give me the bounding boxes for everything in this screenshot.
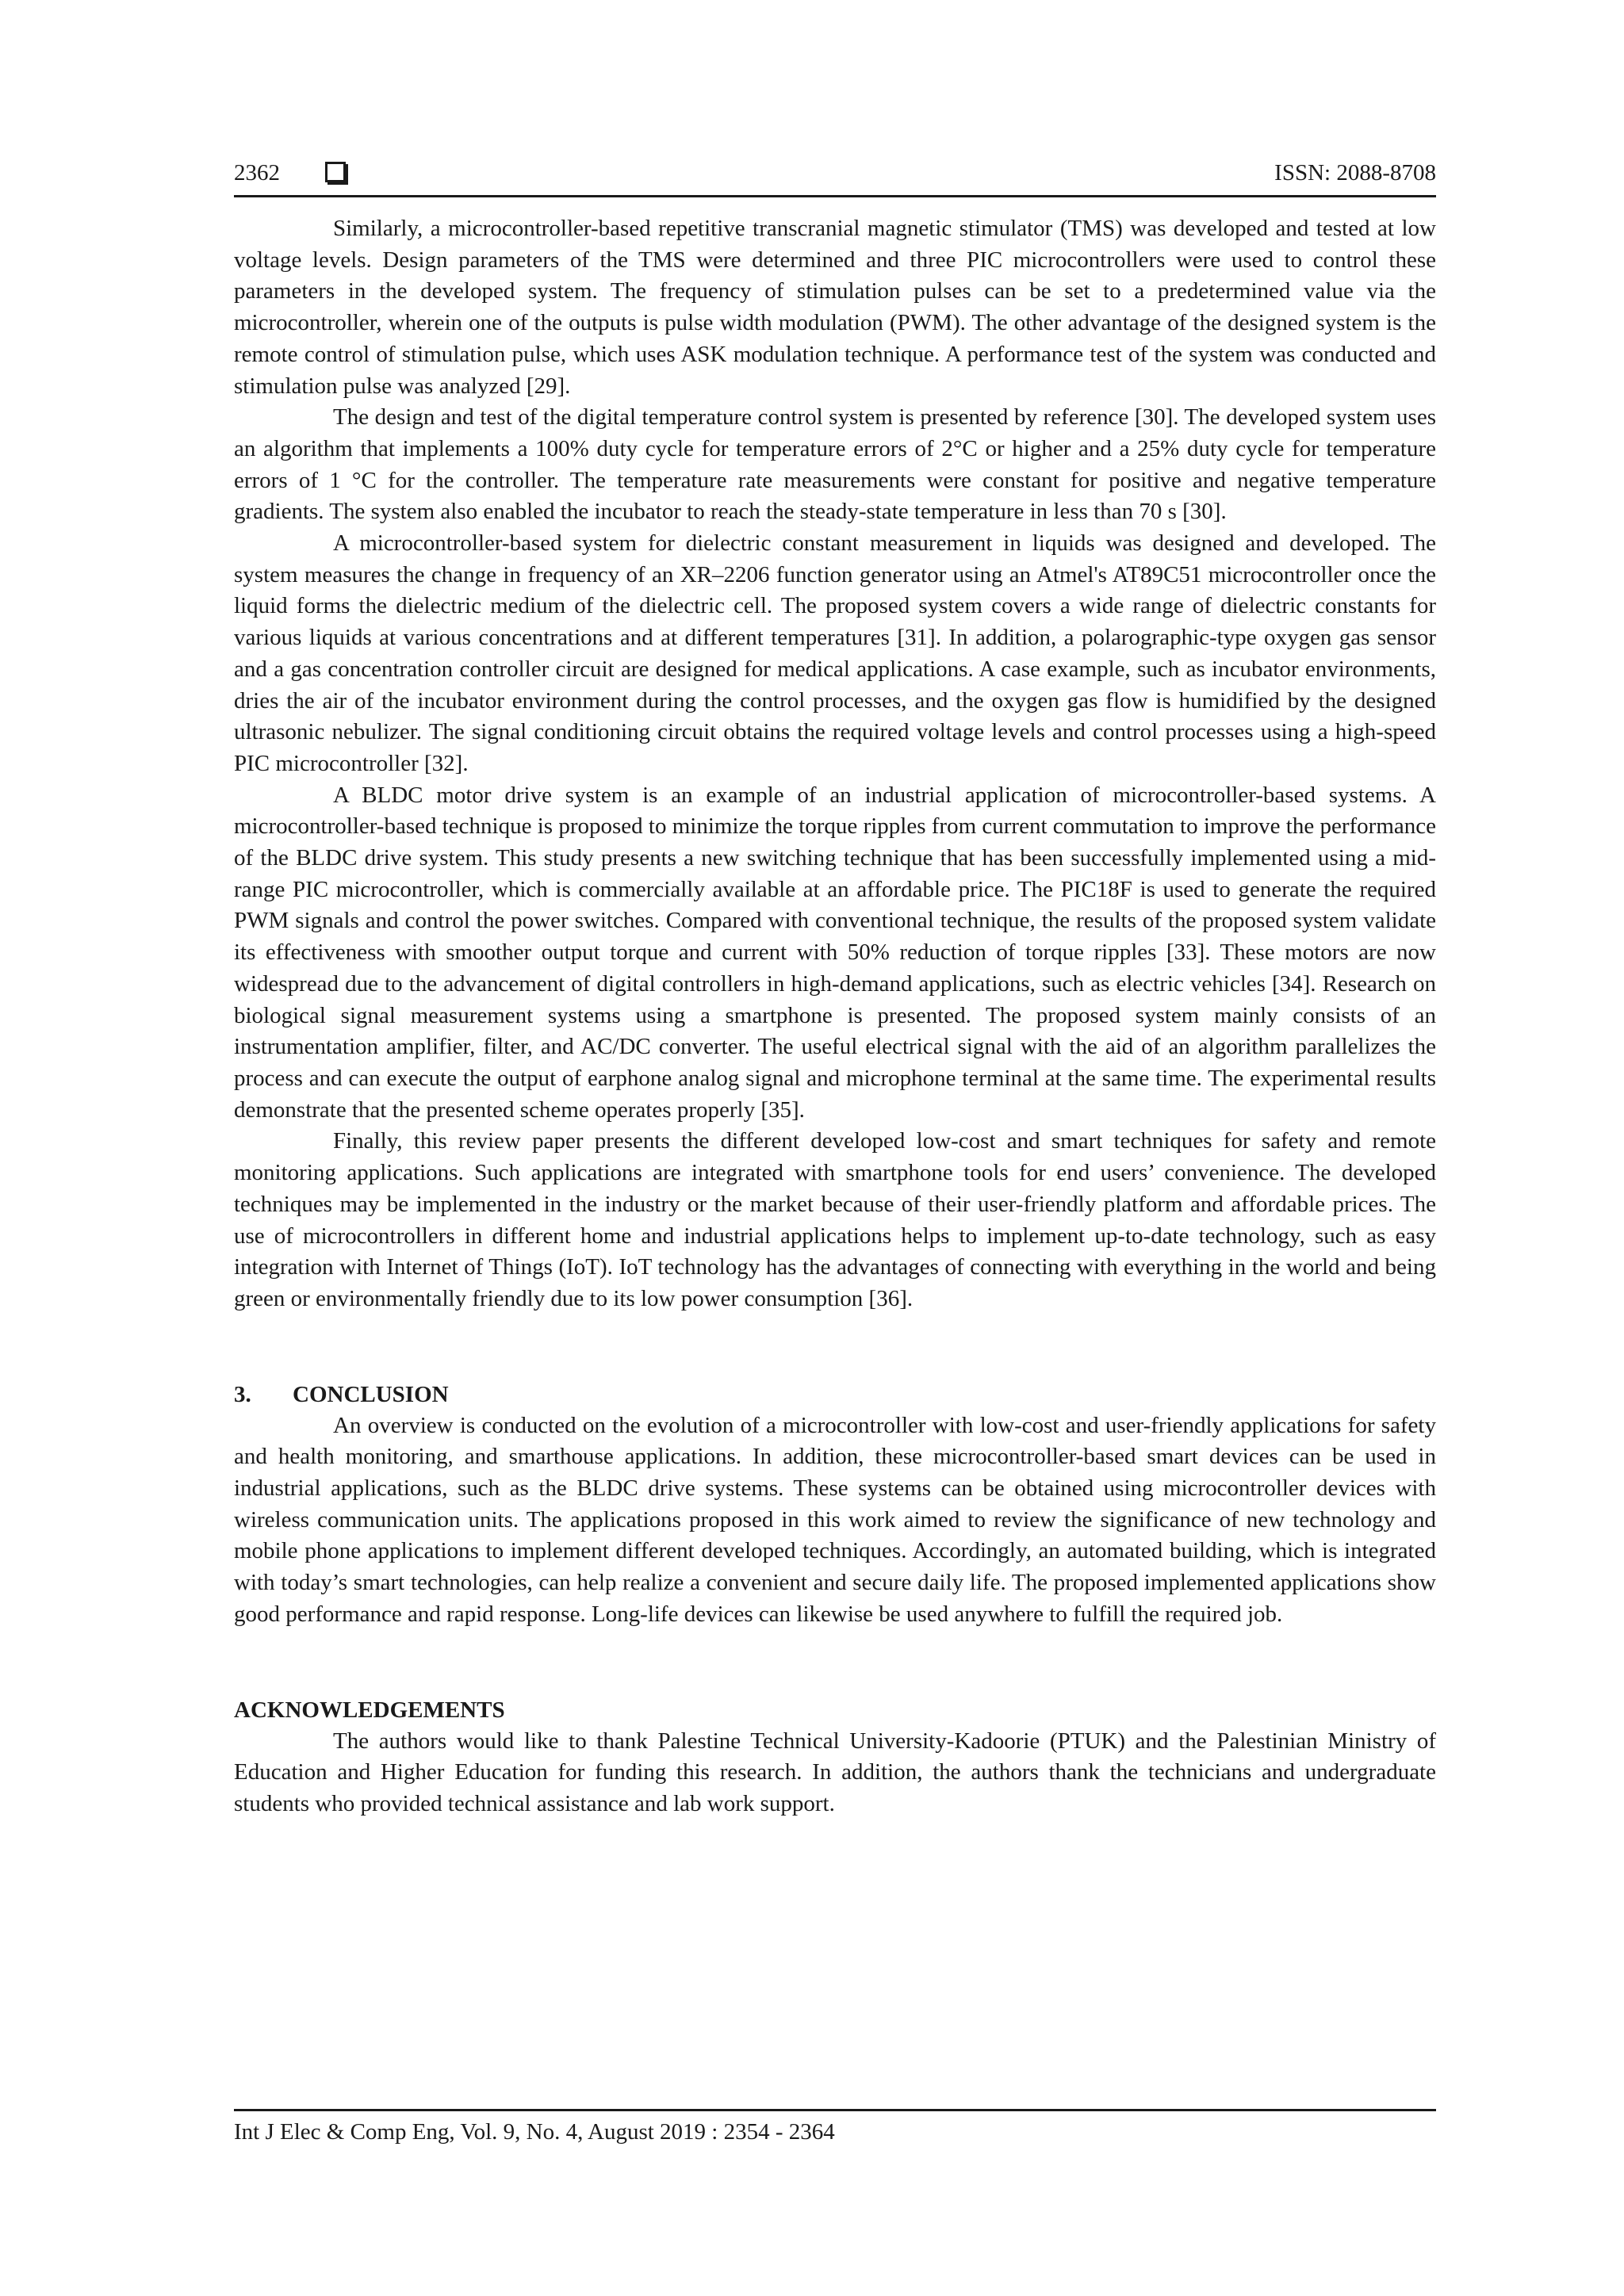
square-bullet-icon: [325, 162, 346, 182]
section-heading-conclusion: [234, 1379, 1436, 1410]
section-title: CONCLUSION: [293, 1381, 449, 1407]
issn-label: ISSN: 2088-8708: [1274, 160, 1436, 186]
acknowledgements-heading: ACKNOWLEDGEMENTS: [234, 1697, 505, 1723]
acknowledgements-paragraph: The authors would like to thank Palestine Technical University-Kadoorie (PTUK) and the Palestinian Ministry of Education and Higher Education for funding this research. In addition, the authors thank the technicians and undergraduate students who provided technical assistance and lab work support.: [234, 1728, 1436, 1816]
page: [234, 151, 1436, 2275]
section-number: 3.: [234, 1381, 251, 1407]
page-number: 2362: [234, 160, 280, 186]
paragraph: Finally, this review paper presents the different developed low-cost and smart techniques for safety and remote monitoring applications. Such applications are integrated with smartphone tools for end users’ convenience. The developed techniques may be implemented in the industry or the market because of their user-friendly platform and affordable prices. The use of microcontrollers in different home and industrial applications helps to implement up-to-date technology, such as easy integration with Internet of Things (IoT). IoT technology has the advantages of connecting with everything in the world and being green or environmentally friendly due to its low power consumption [36].: [234, 1128, 1436, 1311]
conclusion-paragraph: An overview is conducted on the evolution of a microcontroller with low-cost and user-friendly applications for safety and health monitoring, and smarthouse applications. In addition, these microcontroller-based smart devices can be used in industrial applications, such as the BLDC drive systems. These systems can be obtained using microcontroller devices with wireless communication units. The applications proposed in this work aimed to review the significance of new technology and mobile phone applications to implement different developed techniques. Accordingly, an automated building, which is integrated with today’s smart technologies, can help realize a convenient and secure daily life. The proposed implemented applications show good performance and rapid response. Long-life devices can likewise be used anywhere to fulfill the required job.: [234, 1412, 1436, 1627]
paragraph: The design and test of the digital temperature control system is presented by reference [30]. The developed system uses an algorithm that implements a 100% duty cycle for temperature errors of 2°C or higher and a 25% duty cycle for temperature errors of 1 °C for the controller. The temperature rate measurements were constant for positive and negative temperature gradients. The system also enabled the incubator to reach the steady-state temperature in less than 70 s [30].: [234, 404, 1436, 525]
journal-citation: Int J Elec & Comp Eng, Vol. 9, No. 4, August 2019 : 2354 - 2364: [234, 2119, 835, 2145]
paragraph: A microcontroller-based system for dielectric constant measurement in liquids was designed and developed. The system measures the change in frequency of an XR–2206 function generator using an Atmel's AT89C51 microcontroller once the liquid forms the dielectric medium of the dielectric cell. The proposed system covers a wide range of dielectric constants for various liquids at various concentrations and at different temperatures [31]. In addition, a polarographic-type oxygen gas sensor and a gas concentration controller circuit are designed for medical applications. A case example, such as incubator environments, dries the air of the incubator environment during the control processes, and the oxygen gas flow is humidified by the designed ultrasonic nebulizer. The signal conditioning circuit obtains the required voltage levels and control processes using a high-speed PIC microcontroller [32].: [234, 530, 1436, 776]
body-text: [234, 213, 1436, 1820]
paragraph: Similarly, a microcontroller-based repetitive transcranial magnetic stimulator (TMS) was developed and tested at low voltage levels. Design parameters of the TMS were determined and three PIC microcontrollers were used to control these parameters in the developed system. The frequency of stimulation pulses can be set to a predetermined value via the microcontroller, wherein one of the outputs is pulse width modulation (PWM). The other advantage of the designed system is the remote control of stimulation pulse, which uses ASK modulation technique. A performance test of the system was conducted and stimulation pulse was analyzed [29].: [234, 216, 1436, 399]
paragraph: A BLDC motor drive system is an example of an industrial application of microcontroller-based systems. A microcontroller-based technique is proposed to minimize the torque ripples from current commutation to improve the performance of the BLDC drive system. This study presents a new switching technique that has been successfully implemented using a mid-range PIC microcontroller, which is commercially available at an affordable price. The PIC18F is used to generate the required PWM signals and control the power switches. Compared with conventional technique, the results of the proposed system validate its effectiveness with smoother output torque and current with 50% reduction of torque ripples [33]. These motors are now widespread due to the advancement of digital controllers in high-demand applications, such as electric vehicles [34]. Research on biological signal measurement systems using a smartphone is presented. The proposed system mainly consists of an instrumentation amplifier, filter, and AC/DC converter. The useful electrical signal with the aid of an algorithm parallelizes the process and can execute the output of earphone analog signal and microphone terminal at the same time. The experimental results demonstrate that the presented scheme operates properly [35].: [234, 782, 1436, 1123]
running-footer: [234, 2109, 1436, 2148]
running-header: [234, 151, 1436, 197]
